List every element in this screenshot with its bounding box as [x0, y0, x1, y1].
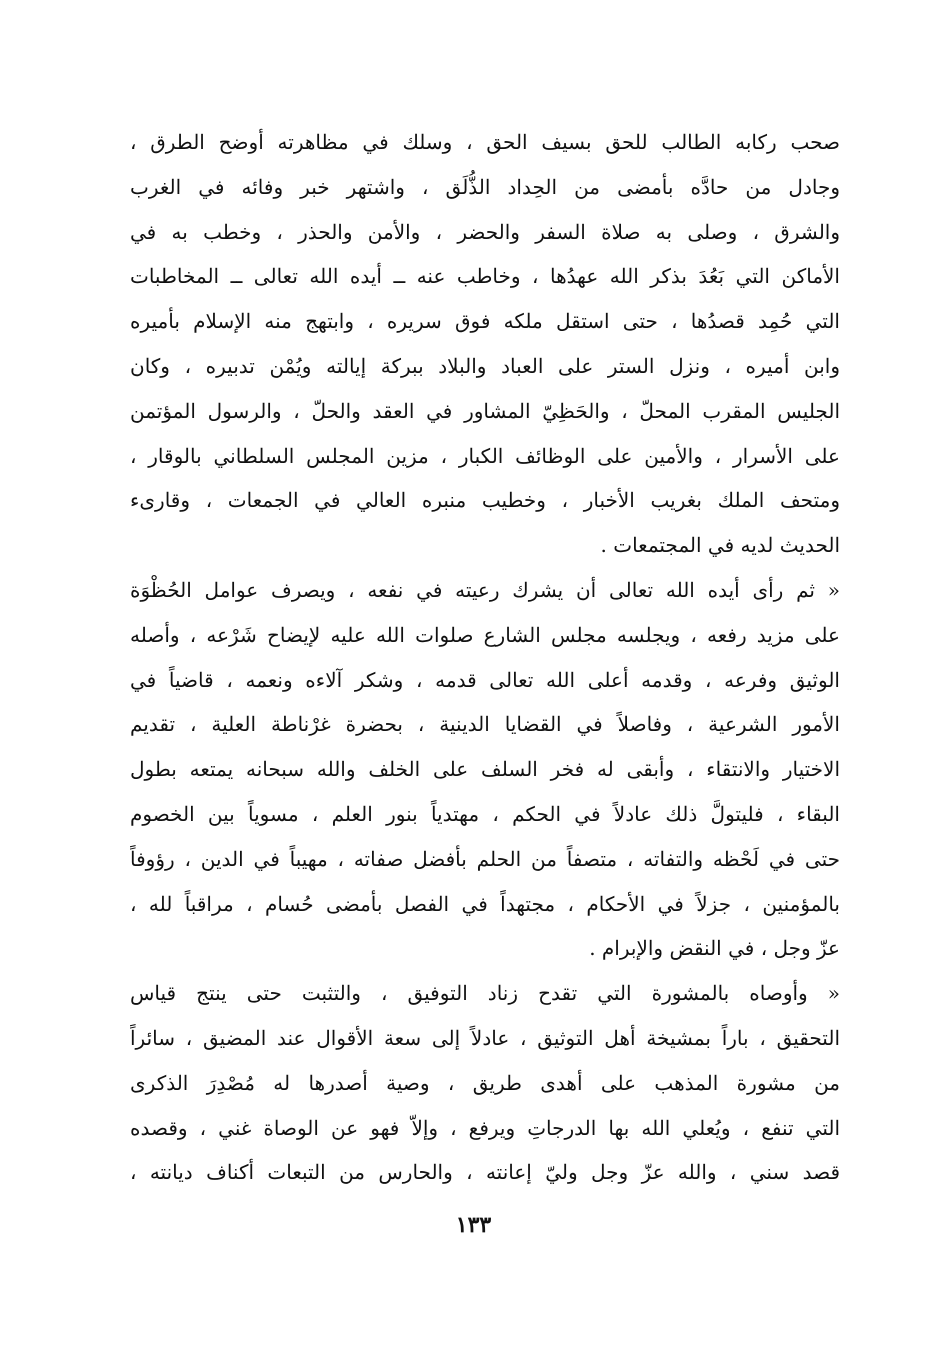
body-text	[130, 120, 840, 1195]
text-line: على مزيد رفعه ، ويجلسه مجلس الشارع صلوات الله عليه لإيضاح شَرْعه ، وأصله	[130, 622, 840, 647]
text-line: الأماكن التي بَعُدَ بذكر الله عهدُها ، وخاطب عنه ــ أيده الله تعالى ــ المخاطبات	[130, 264, 840, 289]
text-line: التي تنفع ، ويُعلي الله بها الدرجاتِ ويرفع ، وإلاّ فهو عن الوصاة غني ، وقصده	[130, 1115, 840, 1140]
text-line: على الأسرار ، والأمين على الوظائف الكبار ، مزين المجلس السلطاني بالوقار ،	[130, 443, 840, 468]
text-line: عزّ وجل ، في النقض والإبرام .	[589, 936, 840, 961]
text-line: والشرق ، وصلى به صلاة السفر والحضر ، والأمن والحذر ، وخطب به في	[130, 219, 840, 244]
text-line: ومتحف الملك بغريب الأخبار ، وخطيب منبره العالي في الجمعات ، وقارىء	[130, 488, 840, 513]
text-line: من مشورة المذهب على أهدى طريق ، وصية أصدرها له مُصْدِرَ الذكرى	[130, 1070, 840, 1095]
text-line: « ثم رأى أيده الله تعالى أن يشرك رعيته في نفعه ، ويصرف عوامل الحُظْوَة	[130, 577, 840, 602]
text-line: وابن أميره ، ونزل الستر على العباد والبلاد ببركة إيالته ويُمْن تدبيره ، وكان	[130, 353, 840, 378]
text-line: قصد سني ، والله عزّ وجل وليّ إعانته ، والحارس من التبعات أكناف ديانته ،	[130, 1160, 840, 1185]
text-line: الحديث لديه في المجتمعات .	[600, 533, 840, 558]
text-line: حتى في لَحْظه والتفاته ، متصفاً من الحلم بأفضل صفاته ، مهيباً في الدين ، رؤوفاً	[130, 846, 840, 871]
text-line: وجادل من حادَّه بأمضى من الحِداد الذُّلَق ، واشتهر خبر وفائه في الغرب	[130, 174, 840, 199]
text-line: التي حُمِد قصدُها ، حتى استقل ملكه فوق سريره ، وابتهج منه الإسلام بأميره	[130, 309, 840, 334]
text-line: الاختيار والانتقاء ، وأبقى له فخر السلف على الخلف والله سبحانه يمتعه بطول	[130, 757, 840, 782]
text-line: الجليس المقرب المحلّ ، والحَظِيّ المشاور في العقد والحلّ ، والرسول المؤتمن	[130, 398, 840, 423]
text-line: الوثيق وفرعه ، وقدمه أعلى الله تعالى قدمه ، وشكر آلاءه ونعمه ، قاضياً في	[130, 667, 840, 692]
text-line: الأمور الشرعية ، وفاصلاً في القضايا الدينية ، بحضرة غرْناطة العلية ، تقديم	[130, 712, 840, 737]
text-line: صحب ركابه الطالب للحق بسيف الحق ، وسلك في مظاهرته أوضح الطرق ،	[130, 130, 840, 154]
text-line: بالمؤمنين ، جزلاً في الأحكام ، مجتهداً في الفصل بأمضى حُسام ، مراقباً لله ،	[130, 891, 840, 916]
page-number: ١٣٣	[455, 1212, 492, 1238]
text-line: البقاء ، فليتولَّ ذلك عادلاً في الحكم ، مهتدياً بنور العلم ، مسوياً بين الخصوم	[130, 801, 840, 826]
text-line: التحقيق ، باراً بمشيخة أهل التوثيق ، عادلاً إلى سعة الأقوال عند المضيق ، سائراً	[130, 1025, 840, 1050]
text-line: « وأوصاه بالمشورة التي تقدح زناد التوفيق ، والتثبت حتى ينتج قياس	[130, 981, 840, 1006]
